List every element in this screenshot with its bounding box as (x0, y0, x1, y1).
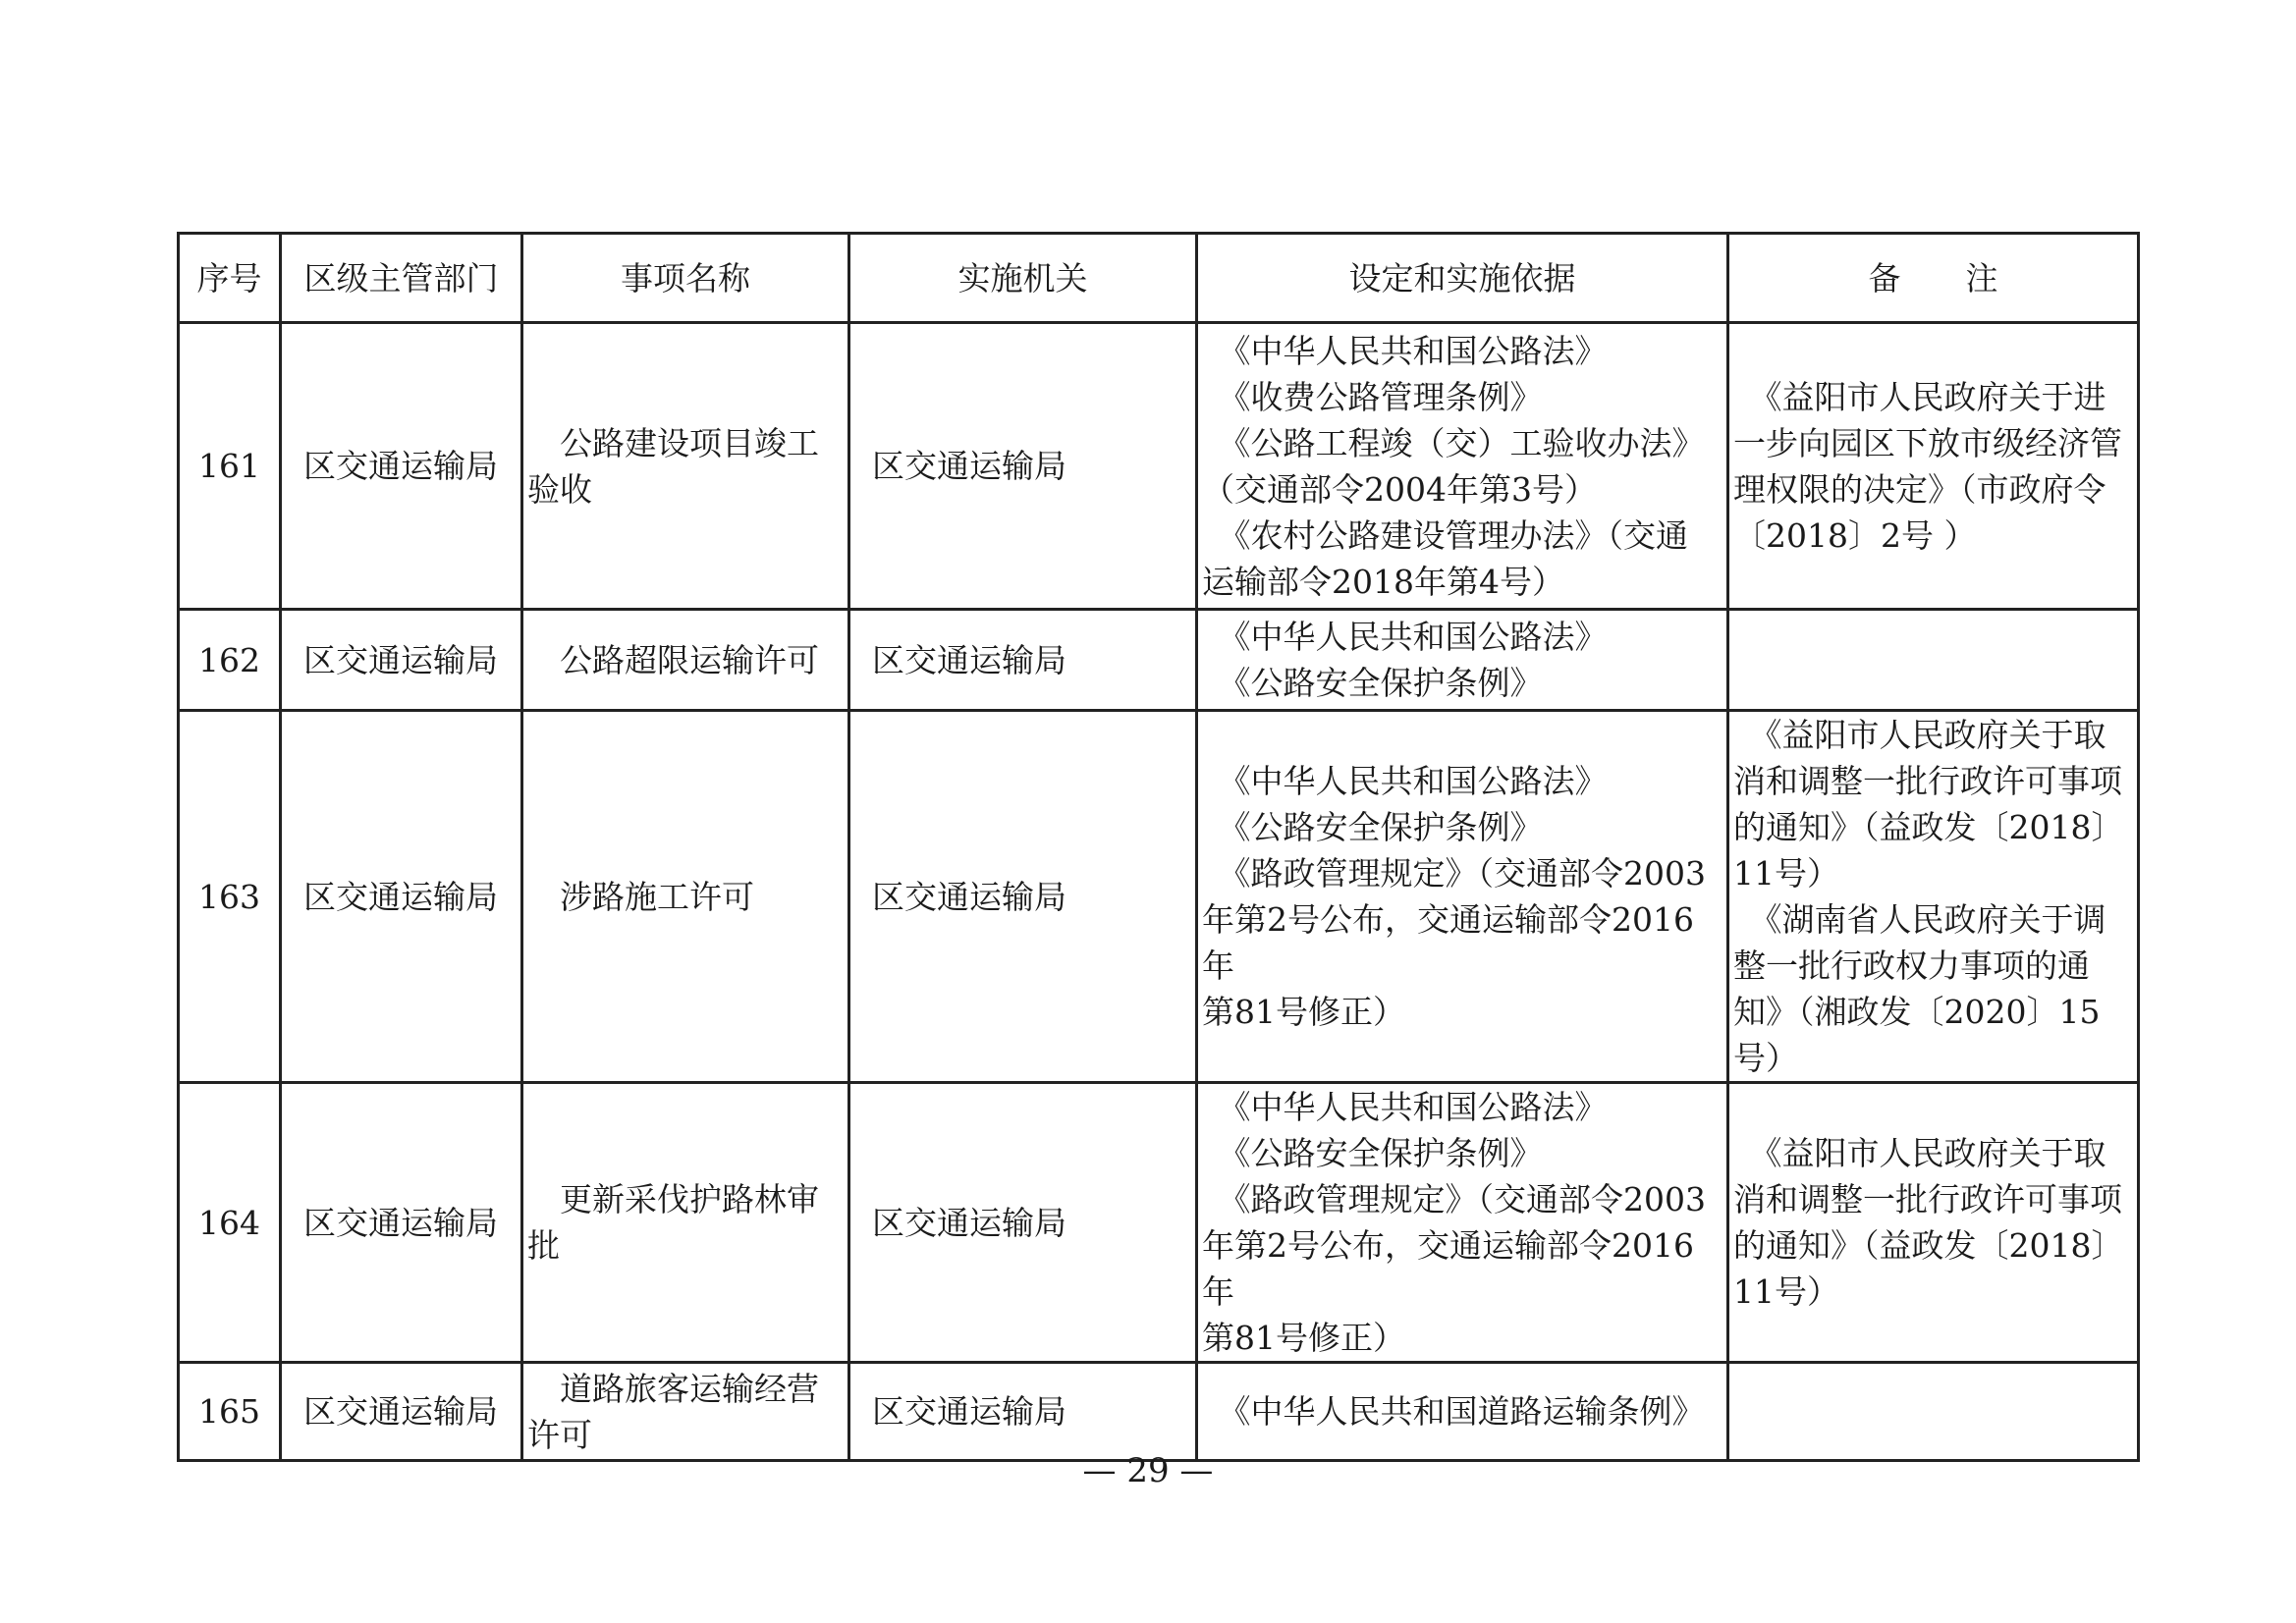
cell-item-line: 公路建设项目竣工 (527, 423, 819, 462)
page-number: — 29 — (1082, 1451, 1214, 1490)
cell-item-line: 批 (527, 1226, 560, 1265)
cell-seq-text: 165 (198, 1392, 260, 1431)
cell-basis-line: 《公路工程竣（交）工验收办法》 (1202, 423, 1705, 462)
cell-seq-text: 163 (198, 877, 260, 916)
cell-note-line: 11号） (1733, 1272, 1839, 1311)
cell-note-line: 消和调整一批行政许可事项 (1733, 762, 2122, 800)
header-dept: 区级主管部门 (281, 234, 522, 323)
cell-dept (281, 1083, 522, 1363)
cell-note-line: 的通知》（益政发〔2018〕 (1733, 1226, 2124, 1265)
header-row (179, 234, 2139, 323)
cell-basis-line: 《收费公路管理条例》 (1202, 377, 1543, 416)
cell-note-line: 〔2018〕2号 ） (1733, 515, 1977, 555)
cell-org (849, 1083, 1197, 1363)
header-item: 事项名称 (522, 234, 849, 323)
cell-org-text: 区交通运输局 (872, 640, 1066, 679)
cell-basis-line: （交通部令2004年第3号） (1202, 469, 1597, 509)
cell-dept-text: 区交通运输局 (303, 640, 498, 679)
cell-org-text: 区交通运输局 (872, 1392, 1066, 1431)
cell-basis-line: 《公路安全保护条例》 (1202, 808, 1543, 846)
cell-note (1728, 711, 2139, 1083)
cell-basis-line: 第81号修正） (1202, 1319, 1405, 1357)
cell-seq (179, 323, 281, 610)
cell-basis-line: 第81号修正） (1202, 993, 1405, 1031)
cell-item-line: 更新采伐护路林审 (527, 1180, 819, 1218)
cell-basis (1197, 1363, 1728, 1461)
cell-basis-line: 运输部令2018年第4号） (1202, 562, 1564, 601)
table-row (179, 1363, 2139, 1461)
cell-org (849, 711, 1197, 1083)
cell-note (1728, 610, 2139, 711)
cell-org-text: 区交通运输局 (872, 447, 1066, 485)
header-basis: 设定和实施依据 (1197, 234, 1728, 323)
cell-item-line: 公路超限运输许可 (527, 640, 819, 679)
cell-dept (281, 1363, 522, 1461)
cell-seq (179, 610, 281, 711)
cell-seq-text: 164 (198, 1203, 260, 1242)
cell-basis (1197, 323, 1728, 610)
cell-org (849, 610, 1197, 711)
table-row (179, 610, 2139, 711)
header-note: 备 注 (1728, 234, 2139, 323)
cell-note (1728, 1083, 2139, 1363)
cell-basis-line: 《公路安全保护条例》 (1202, 1134, 1543, 1172)
cell-basis-line: 年第2号公布，交通运输部令2016年 (1202, 900, 1694, 985)
cell-dept-text: 区交通运输局 (303, 877, 498, 916)
cell-seq-text: 161 (198, 447, 260, 485)
cell-item-line: 涉路施工许可 (527, 877, 754, 916)
cell-seq-text: 162 (198, 640, 260, 679)
cell-basis (1197, 1083, 1728, 1363)
cell-item (522, 711, 849, 1083)
items-table (177, 232, 2140, 1462)
header-org: 实施机关 (849, 234, 1197, 323)
cell-note-line: 《湖南省人民政府关于调 (1733, 900, 2106, 939)
cell-note-line: 《益阳市人民政府关于取 (1733, 716, 2106, 754)
table-body (179, 323, 2139, 1461)
cell-basis-line: 《公路安全保护条例》 (1202, 664, 1543, 702)
table-row (179, 323, 2139, 610)
cell-item (522, 323, 849, 610)
cell-org-text: 区交通运输局 (872, 1203, 1066, 1242)
cell-item (522, 610, 849, 711)
cell-dept (281, 610, 522, 711)
cell-basis-line: 《路政管理规定》（交通部令2003 (1202, 854, 1706, 893)
cell-note (1728, 323, 2139, 610)
cell-basis (1197, 610, 1728, 711)
cell-basis-line: 《中华人民共和国公路法》 (1202, 1088, 1608, 1126)
cell-basis-line: 年第2号公布，交通运输部令2016年 (1202, 1226, 1694, 1311)
cell-note-line: 整一批行政权力事项的通 (1733, 947, 2090, 985)
cell-basis-line: 《中华人民共和国公路法》 (1202, 762, 1608, 800)
cell-org-text: 区交通运输局 (872, 877, 1066, 916)
cell-note-line: 11号） (1733, 854, 1839, 893)
cell-basis-line: 《农村公路建设管理办法》（交通 (1202, 515, 1688, 555)
cell-note-line: 理权限的决定》（市政府令 (1733, 469, 2106, 509)
cell-basis-line: 《中华人民共和国公路法》 (1202, 331, 1608, 370)
cell-note-line: 知》（湘政发〔2020〕15号） (1733, 993, 2101, 1077)
cell-dept-text: 区交通运输局 (303, 447, 498, 485)
cell-seq (179, 711, 281, 1083)
cell-item-line: 验收 (527, 469, 592, 509)
table-row (179, 1083, 2139, 1363)
cell-dept (281, 711, 522, 1083)
cell-note-line: 消和调整一批行政许可事项 (1733, 1180, 2122, 1218)
cell-note-line: 一步向园区下放市级经济管 (1733, 423, 2122, 462)
cell-dept-text: 区交通运输局 (303, 1392, 498, 1431)
cell-basis-line: 《中华人民共和国道路运输条例》 (1202, 1392, 1705, 1431)
cell-note-line: 《益阳市人民政府关于取 (1733, 1134, 2106, 1172)
header-seq: 序号 (179, 234, 281, 323)
cell-item (522, 1083, 849, 1363)
table-row (179, 711, 2139, 1083)
cell-basis-line: 《中华人民共和国公路法》 (1202, 618, 1608, 656)
cell-dept (281, 323, 522, 610)
cell-item (522, 1363, 849, 1461)
cell-item-line: 许可 (527, 1415, 592, 1454)
cell-note-line: 《益阳市人民政府关于进 (1733, 377, 2106, 416)
cell-org (849, 323, 1197, 610)
cell-seq (179, 1083, 281, 1363)
cell-note (1728, 1363, 2139, 1461)
cell-note-line: 的通知》（益政发〔2018〕 (1733, 808, 2124, 846)
cell-basis-line: 《路政管理规定》（交通部令2003 (1202, 1180, 1706, 1218)
cell-org (849, 1363, 1197, 1461)
cell-seq (179, 1363, 281, 1461)
cell-dept-text: 区交通运输局 (303, 1203, 498, 1242)
cell-item-line: 道路旅客运输经营 (527, 1369, 819, 1408)
cell-basis (1197, 711, 1728, 1083)
